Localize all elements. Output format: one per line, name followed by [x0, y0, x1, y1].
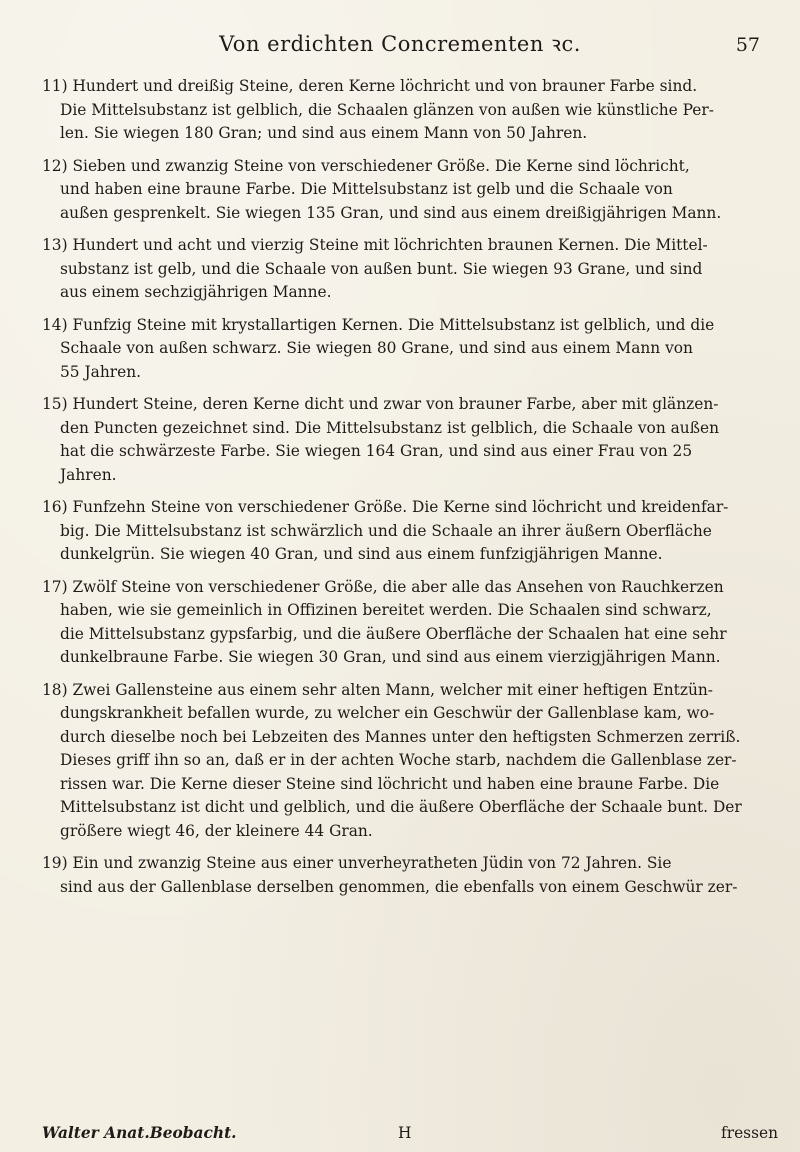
text-line: Die Mittelsubstanz ist gelblich, die Schaalen glänzen von außen wie künstliche Per-: [60, 100, 714, 119]
text-line: größere wiegt 46, der kleinere 44 Gran.: [60, 821, 373, 840]
catalog-entry-18: [42, 679, 778, 844]
signature-mark: H: [398, 1124, 412, 1142]
text-line: aus einem sechzigjährigen Manne.: [60, 283, 332, 301]
text-line: big. Die Mittelsubstanz ist schwärzlich und die Schaale an ihrer äußern Oberfläche: [60, 521, 712, 540]
running-title: Von erdichten Concrementen ꝛc.: [219, 32, 581, 56]
text-line: dunkelgrün. Sie wiegen 40 Gran, und sind aus einem funfzigjährigen Manne.: [60, 545, 663, 563]
text-line: und haben eine braune Farbe. Die Mittelsubstanz ist gelb und die Schaale von: [60, 180, 673, 198]
text-line: durch dieselbe noch bei Lebzeiten des Mannes unter den heftigsten Schmerzen zerriß.: [60, 727, 741, 746]
text-line: len. Sie wiegen 180 Gran; und sind aus einem Mann von 50 Jahren.: [60, 124, 588, 142]
catalog-entry-14: [42, 314, 778, 385]
catalog-entry-15: [42, 393, 778, 487]
text-line: den Puncten gezeichnet sind. Die Mittelsubstanz ist gelblich, die Schaale von außen: [60, 418, 720, 437]
text-line: rissen war. Die Kerne dieser Steine sind löchricht und haben eine braune Farbe. Die: [60, 774, 720, 793]
text-line: sind aus der Gallenblase derselben genommen, die ebenfalls von einem Geschwür zer-: [60, 877, 738, 896]
text-line: 11) Hundert und dreißig Steine, deren Kerne löchricht und von brauner Farbe sind.: [42, 77, 698, 95]
text-line: Mittelsubstanz ist dicht und gelblich, und die äußere Oberfläche der Schaale bunt. Der: [60, 798, 742, 816]
catalog-entry-17: [42, 576, 778, 670]
footer-author: Walter Anat.Beobacht.: [42, 1124, 237, 1142]
catalog-entry-16: [42, 496, 778, 567]
catalog-entry-19: [42, 852, 778, 899]
text-line: die Mittelsubstanz gypsfarbig, und die äußere Oberfläche der Schaalen hat eine sehr: [60, 624, 727, 643]
text-line: außen gesprenkelt. Sie wiegen 135 Gran, und sind aus einem dreißigjährigen Mann.: [60, 203, 722, 222]
text-line: 18) Zwei Gallensteine aus einem sehr alten Mann, welcher mit einer heftigen Entzün-: [42, 680, 713, 699]
page-number: 57: [735, 34, 760, 56]
text-line: haben, wie sie gemeinlich in Offizinen bereitet werden. Die Schaalen sind schwarz,: [60, 601, 712, 619]
running-head: [0, 26, 800, 60]
catalog-entry-12: [42, 155, 778, 226]
catchword: fressen: [721, 1124, 778, 1142]
text-line: substanz ist gelb, und die Schaale von außen bunt. Sie wiegen 93 Grane, und sind: [60, 259, 703, 278]
catalog-entries: [42, 75, 778, 908]
text-line: Jahren.: [60, 465, 117, 484]
text-line: 12) Sieben und zwanzig Steine von verschiedener Größe. Die Kerne sind löchricht,: [42, 156, 690, 175]
text-line: 14) Funfzig Steine mit krystallartigen Kernen. Die Mittelsubstanz ist gelblich, und die: [42, 315, 715, 334]
text-line: dunkelbraune Farbe. Sie wiegen 30 Gran, und sind aus einem vierzigjährigen Mann.: [60, 648, 721, 666]
text-line: 19) Ein und zwanzig Steine aus einer unverheyratheten Jüdin von 72 Jahren. Sie: [42, 854, 672, 872]
text-line: 15) Hundert Steine, deren Kerne dicht und zwar von brauner Farbe, aber mit glänzen-: [42, 395, 719, 413]
text-line: 55 Jahren.: [60, 362, 142, 381]
page-footer: [42, 1124, 778, 1148]
catalog-entry-13: [42, 234, 778, 305]
text-line: 17) Zwölf Steine von verschiedener Größe, die aber alle das Ansehen von Rauchkerzen: [42, 577, 724, 596]
text-line: 16) Funfzehn Steine von verschiedener Größe. Die Kerne sind löchricht und kreidenfar-: [42, 498, 729, 516]
catalog-entry-11: [42, 75, 778, 146]
text-line: Dieses griff ihn so an, daß er in der achten Woche starb, nachdem die Gallenblase zer-: [60, 751, 737, 769]
text-line: 13) Hundert und acht und vierzig Steine mit löchrichten braunen Kernen. Die Mittel-: [42, 236, 708, 254]
text-line: dungskrankheit befallen wurde, zu welcher ein Geschwür der Gallenblase kam, wo-: [60, 704, 715, 722]
text-line: Schaale von außen schwarz. Sie wiegen 80 Grane, und sind aus einem Mann von: [60, 339, 693, 357]
text-line: hat die schwärzeste Farbe. Sie wiegen 164 Gran, und sind aus einer Frau von 25: [60, 442, 693, 460]
